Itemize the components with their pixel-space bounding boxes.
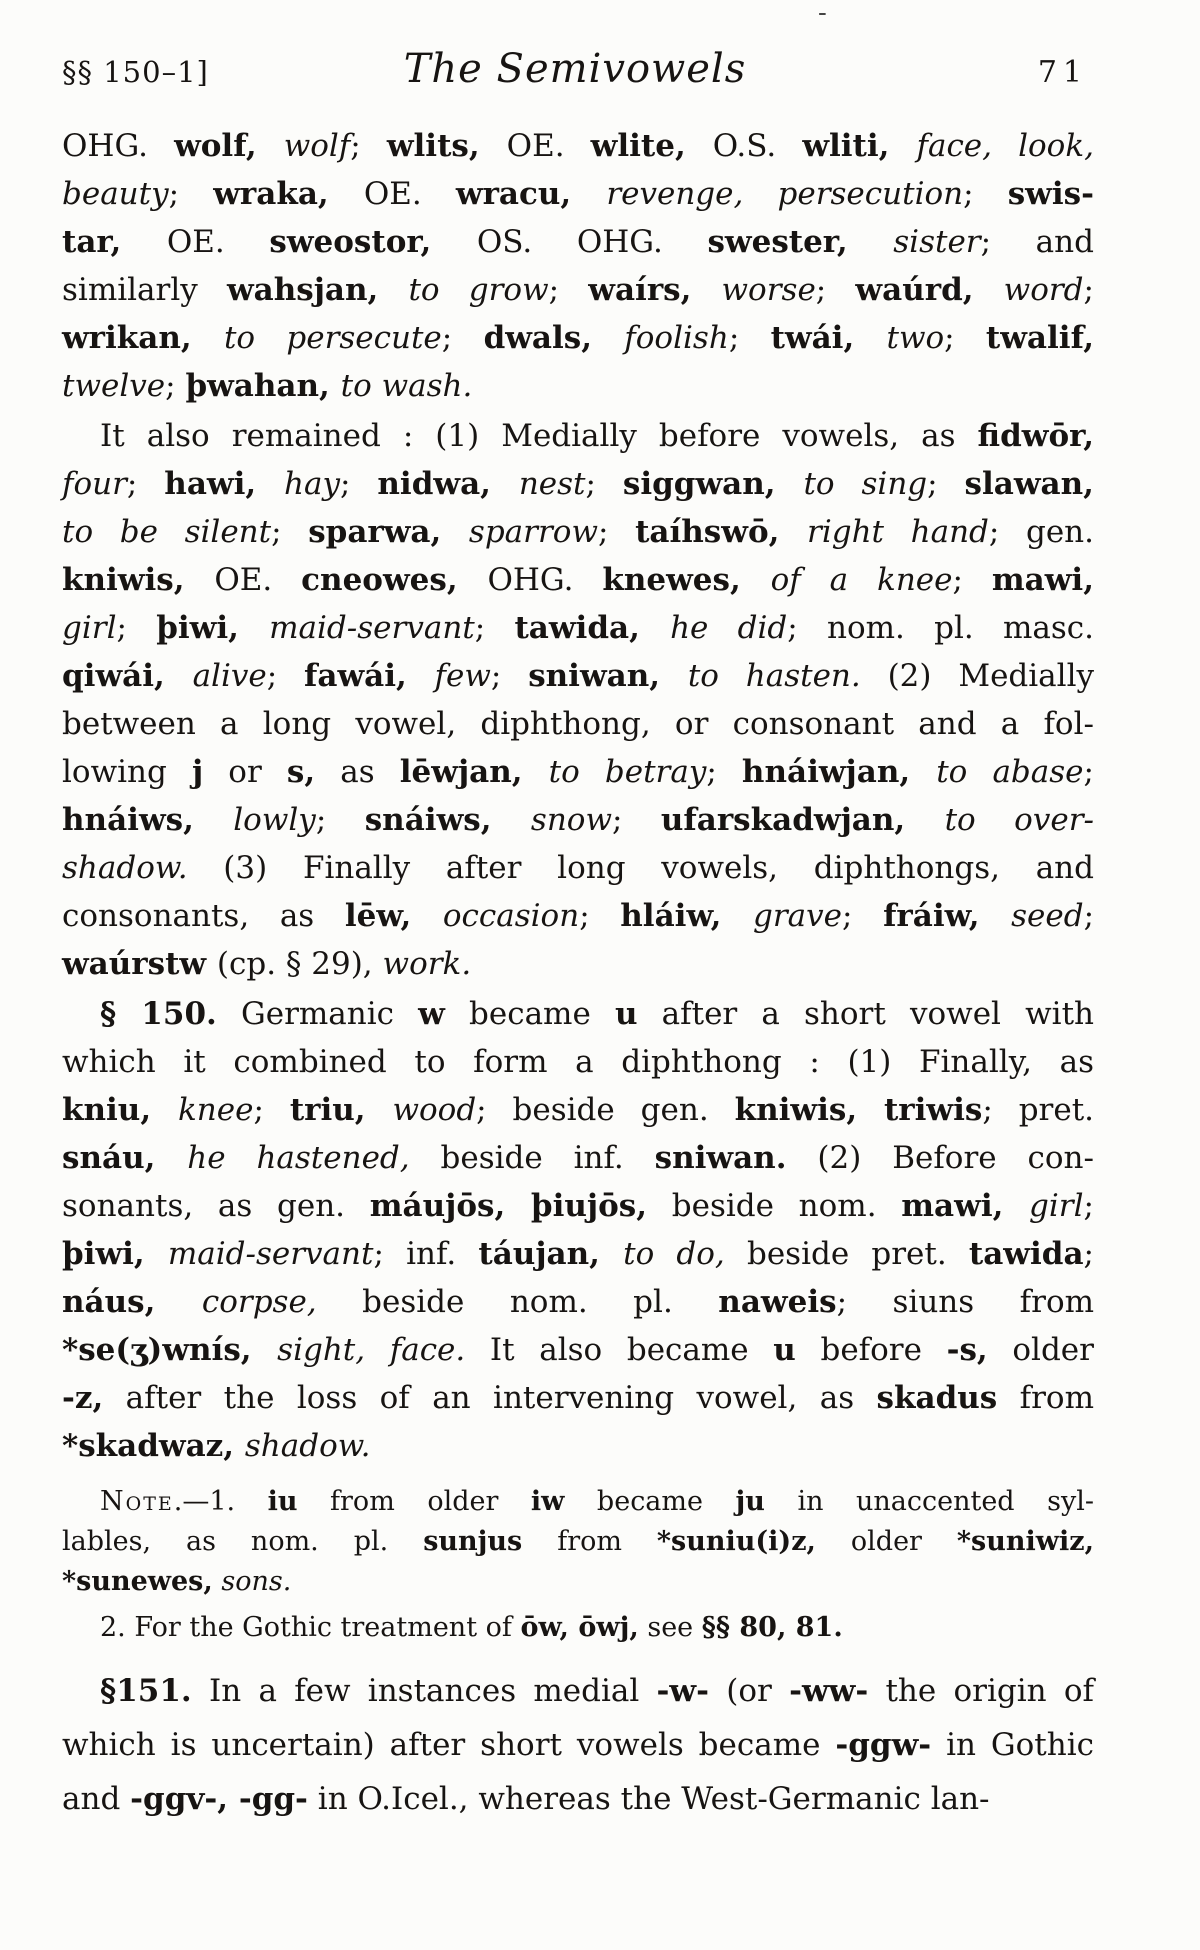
body-text: ; xyxy=(944,320,986,356)
body-text: ; pret. xyxy=(982,1092,1095,1128)
gothic-term: sparwa, xyxy=(308,514,469,550)
gothic-term: kniu, xyxy=(62,1092,178,1128)
gloss: to betray xyxy=(548,754,707,790)
gothic-term: knewes, xyxy=(602,562,771,598)
body-text: older xyxy=(987,1332,1094,1368)
body-text: ; xyxy=(1083,754,1094,790)
gloss: face, look, xyxy=(916,128,1094,164)
page-title: The Semivowels xyxy=(403,46,747,92)
gothic-term: náus, xyxy=(62,1284,202,1320)
gothic-term: swester, xyxy=(707,224,894,260)
body-text: ; xyxy=(490,658,529,694)
gothic-term: wolf, xyxy=(174,128,284,164)
body-text: (3) Finally after long vowels, diphthongs, and xyxy=(187,850,1094,886)
text-line xyxy=(62,748,1094,796)
body-text: ; xyxy=(165,368,186,404)
body-text: ; xyxy=(952,562,992,598)
body-text: ; xyxy=(728,320,771,356)
text-line xyxy=(62,362,1094,410)
gothic-term: -z, xyxy=(62,1380,104,1416)
scan-artifact-dash: - xyxy=(818,0,827,28)
text-line xyxy=(62,892,1094,940)
body-text: ; xyxy=(350,128,387,164)
gothic-term: snáiws, xyxy=(364,802,531,838)
body-text: O.S. xyxy=(712,128,803,164)
small-caps-label: Note xyxy=(100,1486,174,1517)
gothic-term: twái, xyxy=(770,320,887,356)
gloss: sister xyxy=(893,224,981,260)
body-text: Germanic xyxy=(216,996,419,1032)
gothic-term: þiwi, xyxy=(62,1236,168,1272)
body-text: ; and xyxy=(980,224,1094,260)
text-line xyxy=(62,1664,1094,1718)
text-line xyxy=(62,412,1094,460)
gothic-term: ufarskadwjan, xyxy=(660,802,945,838)
text-line xyxy=(62,1086,1094,1134)
gothic-term: u xyxy=(773,1332,796,1368)
gothic-term: skadus xyxy=(876,1380,998,1416)
body-text: OHG. xyxy=(487,562,603,598)
gloss: maid-servant xyxy=(269,610,475,646)
gothic-term: s, xyxy=(286,754,316,790)
gloss: word xyxy=(1003,272,1084,308)
gloss: to be silent xyxy=(62,514,272,550)
body-text: which it combined to form a diphthong : (1) Finally, as xyxy=(62,1044,1094,1080)
body-text: .—1. xyxy=(173,1486,268,1517)
section-range: §§ 150–1] xyxy=(62,55,209,89)
gloss: nest xyxy=(518,466,586,502)
gothic-term: iw xyxy=(530,1486,565,1517)
text-line xyxy=(62,1374,1094,1422)
gloss: sparrow xyxy=(468,514,598,550)
gothic-term: wracu, xyxy=(455,176,607,212)
body-text: OE. xyxy=(363,176,456,212)
body-text: from xyxy=(522,1526,657,1557)
body-text: after a short vowel with xyxy=(637,996,1094,1032)
body-text: beside pret. xyxy=(724,1236,969,1272)
text-line xyxy=(62,1482,1094,1522)
gothic-term: lēwjan, xyxy=(399,754,549,790)
body-text: consonants, as xyxy=(62,898,345,934)
text-line xyxy=(62,266,1094,314)
gloss: occasion xyxy=(442,898,580,934)
gothic-term: táujan, xyxy=(478,1236,624,1272)
gothic-term: fidwōr, xyxy=(977,418,1094,454)
gloss: lowly xyxy=(233,802,316,838)
body-text: older xyxy=(815,1526,957,1557)
gothic-term: j xyxy=(191,754,204,790)
gloss: corpse, xyxy=(201,1284,317,1320)
gloss: wood xyxy=(392,1092,477,1128)
body-text: became xyxy=(444,996,615,1032)
body-text: beside inf. xyxy=(409,1140,655,1176)
gothic-term: *sunewes, xyxy=(62,1566,213,1597)
gothic-term: kniwis, triwis xyxy=(734,1092,983,1128)
body-text: ; xyxy=(315,802,365,838)
text-line xyxy=(62,1718,1094,1772)
gothic-term: hnáiwjan, xyxy=(741,754,937,790)
body-text: ; xyxy=(841,898,884,934)
gothic-term: -ggw- xyxy=(835,1727,932,1763)
gothic-term: wlits, xyxy=(386,128,507,164)
text-line xyxy=(62,1278,1094,1326)
body-text: ; xyxy=(271,514,309,550)
gothic-term: kniwis, xyxy=(62,562,215,598)
body-text: ; xyxy=(441,320,484,356)
para-section-150 xyxy=(62,990,1094,1470)
gloss: maid-servant xyxy=(167,1236,374,1272)
text-line xyxy=(62,1562,1094,1602)
body-text: beside nom. xyxy=(647,1188,902,1224)
gothic-term: §§ 80, 81. xyxy=(701,1612,843,1643)
text-line xyxy=(62,1522,1094,1562)
gloss: alive xyxy=(192,658,267,694)
gothic-term: sniwan, xyxy=(528,658,688,694)
gloss: few xyxy=(434,658,491,694)
gothic-term: -s, xyxy=(946,1332,988,1368)
gloss: sons. xyxy=(221,1566,292,1597)
body-text: OE. xyxy=(166,224,270,260)
body-text: the origin of xyxy=(868,1673,1094,1709)
body-text: from xyxy=(997,1380,1094,1416)
body-text: see xyxy=(638,1612,702,1643)
gloss: worse xyxy=(721,272,816,308)
text-line xyxy=(62,508,1094,556)
gothic-term: § 150. xyxy=(100,996,217,1032)
body-text: ; inf. xyxy=(373,1236,479,1272)
body-text: (2) Before con- xyxy=(786,1140,1094,1176)
body-text: OE. xyxy=(506,128,591,164)
body-text: ; xyxy=(474,610,515,646)
gothic-term: þiwi, xyxy=(156,610,270,646)
text-line xyxy=(62,556,1094,604)
para-section-151 xyxy=(62,1664,1094,1826)
gloss: seed xyxy=(1011,898,1084,934)
body-text: OS. OHG. xyxy=(476,224,708,260)
gothic-term: mawi, xyxy=(901,1188,1030,1224)
gloss: to persecute xyxy=(223,320,442,356)
gloss: of a knee xyxy=(770,562,953,598)
text-line xyxy=(62,1326,1094,1374)
gloss: snow xyxy=(530,802,612,838)
gothic-term: qiwái, xyxy=(62,658,193,694)
gothic-term: swis- xyxy=(1007,176,1094,212)
text-line xyxy=(62,604,1094,652)
gloss: to wash. xyxy=(340,368,473,404)
gloss: girl xyxy=(62,610,117,646)
gothic-term: slawan, xyxy=(964,466,1094,502)
body-text: lowing xyxy=(62,754,192,790)
body-text: became xyxy=(564,1486,736,1517)
page-number: 71 xyxy=(1037,55,1088,90)
gothic-term: tar, xyxy=(62,224,167,260)
gloss: four xyxy=(62,466,127,502)
gothic-term: naweis xyxy=(718,1284,837,1320)
body-text: which is uncertain) after short vowels became xyxy=(62,1727,836,1763)
gothic-term: ōw, ōwj, xyxy=(520,1612,639,1643)
body-text: ; xyxy=(579,898,621,934)
gloss: beauty xyxy=(62,176,169,212)
gothic-term: *se(ʒ)wnís, xyxy=(62,1332,278,1368)
gothic-term: waúrstw xyxy=(62,946,217,982)
para-note-1 xyxy=(62,1482,1094,1602)
text-line xyxy=(62,1422,1094,1470)
body-text: ; beside gen. xyxy=(476,1092,735,1128)
gloss: two xyxy=(886,320,945,356)
gothic-term: snáu, xyxy=(62,1140,188,1176)
gothic-term: w xyxy=(418,996,445,1032)
body-text: ; xyxy=(116,610,157,646)
gloss: to over- xyxy=(944,802,1094,838)
gothic-term: *suniu(i)z, xyxy=(656,1526,816,1557)
gothic-term: *skadwaz, xyxy=(62,1428,245,1464)
body-text: in unaccented syl- xyxy=(764,1486,1094,1517)
gloss: to sing xyxy=(803,466,928,502)
gothic-term: siggwan, xyxy=(622,466,804,502)
body-text: from older xyxy=(297,1486,531,1517)
gothic-term: *suniwiz, xyxy=(956,1526,1094,1557)
body-text: before xyxy=(795,1332,947,1368)
gothic-term: þwahan, xyxy=(185,368,341,404)
gothic-term: fawái, xyxy=(304,658,435,694)
gothic-term: taíhswō, xyxy=(635,514,807,550)
body-text: ; xyxy=(340,466,378,502)
body-text: in O.Icel., whereas the West-Germanic lan- xyxy=(307,1781,990,1817)
gothic-term: wlite, xyxy=(590,128,713,164)
body-text: after the loss of an intervening vowel, as xyxy=(103,1380,877,1416)
gothic-term: u xyxy=(614,996,638,1032)
text-line xyxy=(62,844,1094,892)
gloss: shadow. xyxy=(244,1428,371,1464)
text-line xyxy=(62,170,1094,218)
body-text: ; xyxy=(1083,272,1094,308)
body-text: ; xyxy=(927,466,965,502)
gloss: girl xyxy=(1029,1188,1084,1224)
gothic-term: wrikan, xyxy=(62,320,224,356)
body-text: OHG. xyxy=(62,128,175,164)
body-text: ; nom. pl. masc. xyxy=(787,610,1095,646)
body-text: (cp. § 29), xyxy=(216,946,383,982)
body-text: It also became xyxy=(465,1332,774,1368)
body-text: ; xyxy=(126,466,165,502)
text-line xyxy=(62,990,1094,1038)
text-line xyxy=(62,1038,1094,1086)
gloss: to abase xyxy=(936,754,1084,790)
body-text: as xyxy=(315,754,400,790)
body-text: and xyxy=(62,1781,131,1817)
gloss: twelve xyxy=(62,368,166,404)
gothic-term: waírs, xyxy=(588,272,722,308)
para-note-2 xyxy=(62,1608,1094,1648)
gothic-term: triu, xyxy=(289,1092,393,1128)
body-text: ; xyxy=(963,176,1008,212)
body-text: ; xyxy=(706,754,742,790)
gothic-term: cneowes, xyxy=(301,562,488,598)
body-text: ; xyxy=(1083,1236,1094,1272)
text-line xyxy=(62,1608,1094,1648)
text-line xyxy=(62,460,1094,508)
text-line xyxy=(62,314,1094,362)
text-line xyxy=(62,1182,1094,1230)
gothic-term: nidwa, xyxy=(377,466,519,502)
body-text: sonants, as gen. xyxy=(62,1188,370,1224)
body-text: ; xyxy=(548,272,589,308)
body-text: ; xyxy=(815,272,856,308)
text-line xyxy=(62,122,1094,170)
body-text: between a long vowel, diphthong, or consonant and a fol- xyxy=(62,706,1094,742)
text-line xyxy=(62,940,1094,988)
body-text: 2. For the Gothic treatment of xyxy=(100,1612,521,1643)
gothic-term: wraka, xyxy=(213,176,364,212)
body-text: lables, as nom. pl. xyxy=(62,1526,424,1557)
body-text: OE. xyxy=(214,562,302,598)
gothic-term: wliti, xyxy=(802,128,917,164)
gothic-term: sniwan. xyxy=(654,1140,787,1176)
body-text: or xyxy=(203,754,287,790)
gothic-term: tawida, xyxy=(514,610,671,646)
gloss: shadow. xyxy=(62,850,188,886)
para-it-also-remained xyxy=(62,412,1094,988)
gloss: knee xyxy=(178,1092,254,1128)
para-ohg-continuation xyxy=(62,122,1094,410)
gothic-term: mawi, xyxy=(991,562,1094,598)
body-text: ; xyxy=(585,466,623,502)
text-line xyxy=(62,700,1094,748)
gothic-term: -ww- xyxy=(789,1673,869,1709)
gloss: to do, xyxy=(623,1236,725,1272)
gothic-term: -ggv-, -gg- xyxy=(130,1781,308,1817)
gothic-term: máujōs, þiujōs, xyxy=(369,1188,648,1224)
body-text: (2) Medially xyxy=(860,658,1094,694)
gloss: to grow xyxy=(408,272,549,308)
gothic-term: waúrd, xyxy=(855,272,1004,308)
gloss: work. xyxy=(382,946,472,982)
body-text: It also remained : (1) Medially before vowels, as xyxy=(100,418,978,454)
text-line xyxy=(62,652,1094,700)
body-text: ; siuns from xyxy=(836,1284,1094,1320)
body-text: ; xyxy=(253,1092,290,1128)
gothic-term: wahsjan, xyxy=(226,272,409,308)
gothic-term: dwals, xyxy=(483,320,625,356)
text-block xyxy=(62,122,1094,1826)
gloss: right hand xyxy=(807,514,989,550)
body-text: ; xyxy=(611,802,661,838)
body-text: (or xyxy=(708,1673,790,1709)
gothic-term: hláiw, xyxy=(620,898,753,934)
gothic-term: tawida xyxy=(968,1236,1084,1272)
text-line xyxy=(62,796,1094,844)
gloss: revenge, persecution xyxy=(606,176,964,212)
gloss: to hasten. xyxy=(687,658,861,694)
body-text: beside nom. pl. xyxy=(316,1284,719,1320)
gothic-term: iu xyxy=(267,1486,298,1517)
body-text: ; xyxy=(168,176,214,212)
body-text: in Gothic xyxy=(931,1727,1094,1763)
text-line xyxy=(62,218,1094,266)
gloss: he hastened, xyxy=(187,1140,410,1176)
gothic-term: hnáiws, xyxy=(62,802,234,838)
page-header xyxy=(62,46,1094,92)
body-text: ; xyxy=(266,658,305,694)
text-line xyxy=(62,1772,1094,1826)
gloss: hay xyxy=(284,466,341,502)
text-line xyxy=(62,1230,1094,1278)
gothic-term: sunjus xyxy=(423,1526,523,1557)
gothic-term: twalif, xyxy=(985,320,1095,356)
text-line xyxy=(62,1134,1094,1182)
gothic-term: sweostor, xyxy=(269,224,477,260)
body-text: similarly xyxy=(62,272,227,308)
gothic-term: ju xyxy=(735,1486,765,1517)
gothic-term: hawi, xyxy=(164,466,285,502)
gothic-term: §151. xyxy=(100,1673,192,1709)
gothic-term: -w- xyxy=(656,1673,709,1709)
body-text: ; gen. xyxy=(988,514,1095,550)
gloss: grave xyxy=(752,898,842,934)
gothic-term: lēw, xyxy=(344,898,443,934)
body-text: ; xyxy=(1083,1188,1094,1224)
gloss: he did xyxy=(670,610,788,646)
body-text: ; xyxy=(1083,898,1095,934)
gothic-term: fráiw, xyxy=(883,898,1012,934)
gloss: sight, face. xyxy=(277,1332,466,1368)
gloss: wolf xyxy=(283,128,351,164)
gloss: foolish xyxy=(624,320,729,356)
body-text: ; xyxy=(597,514,636,550)
body-text: In a few instances medial xyxy=(191,1673,657,1709)
